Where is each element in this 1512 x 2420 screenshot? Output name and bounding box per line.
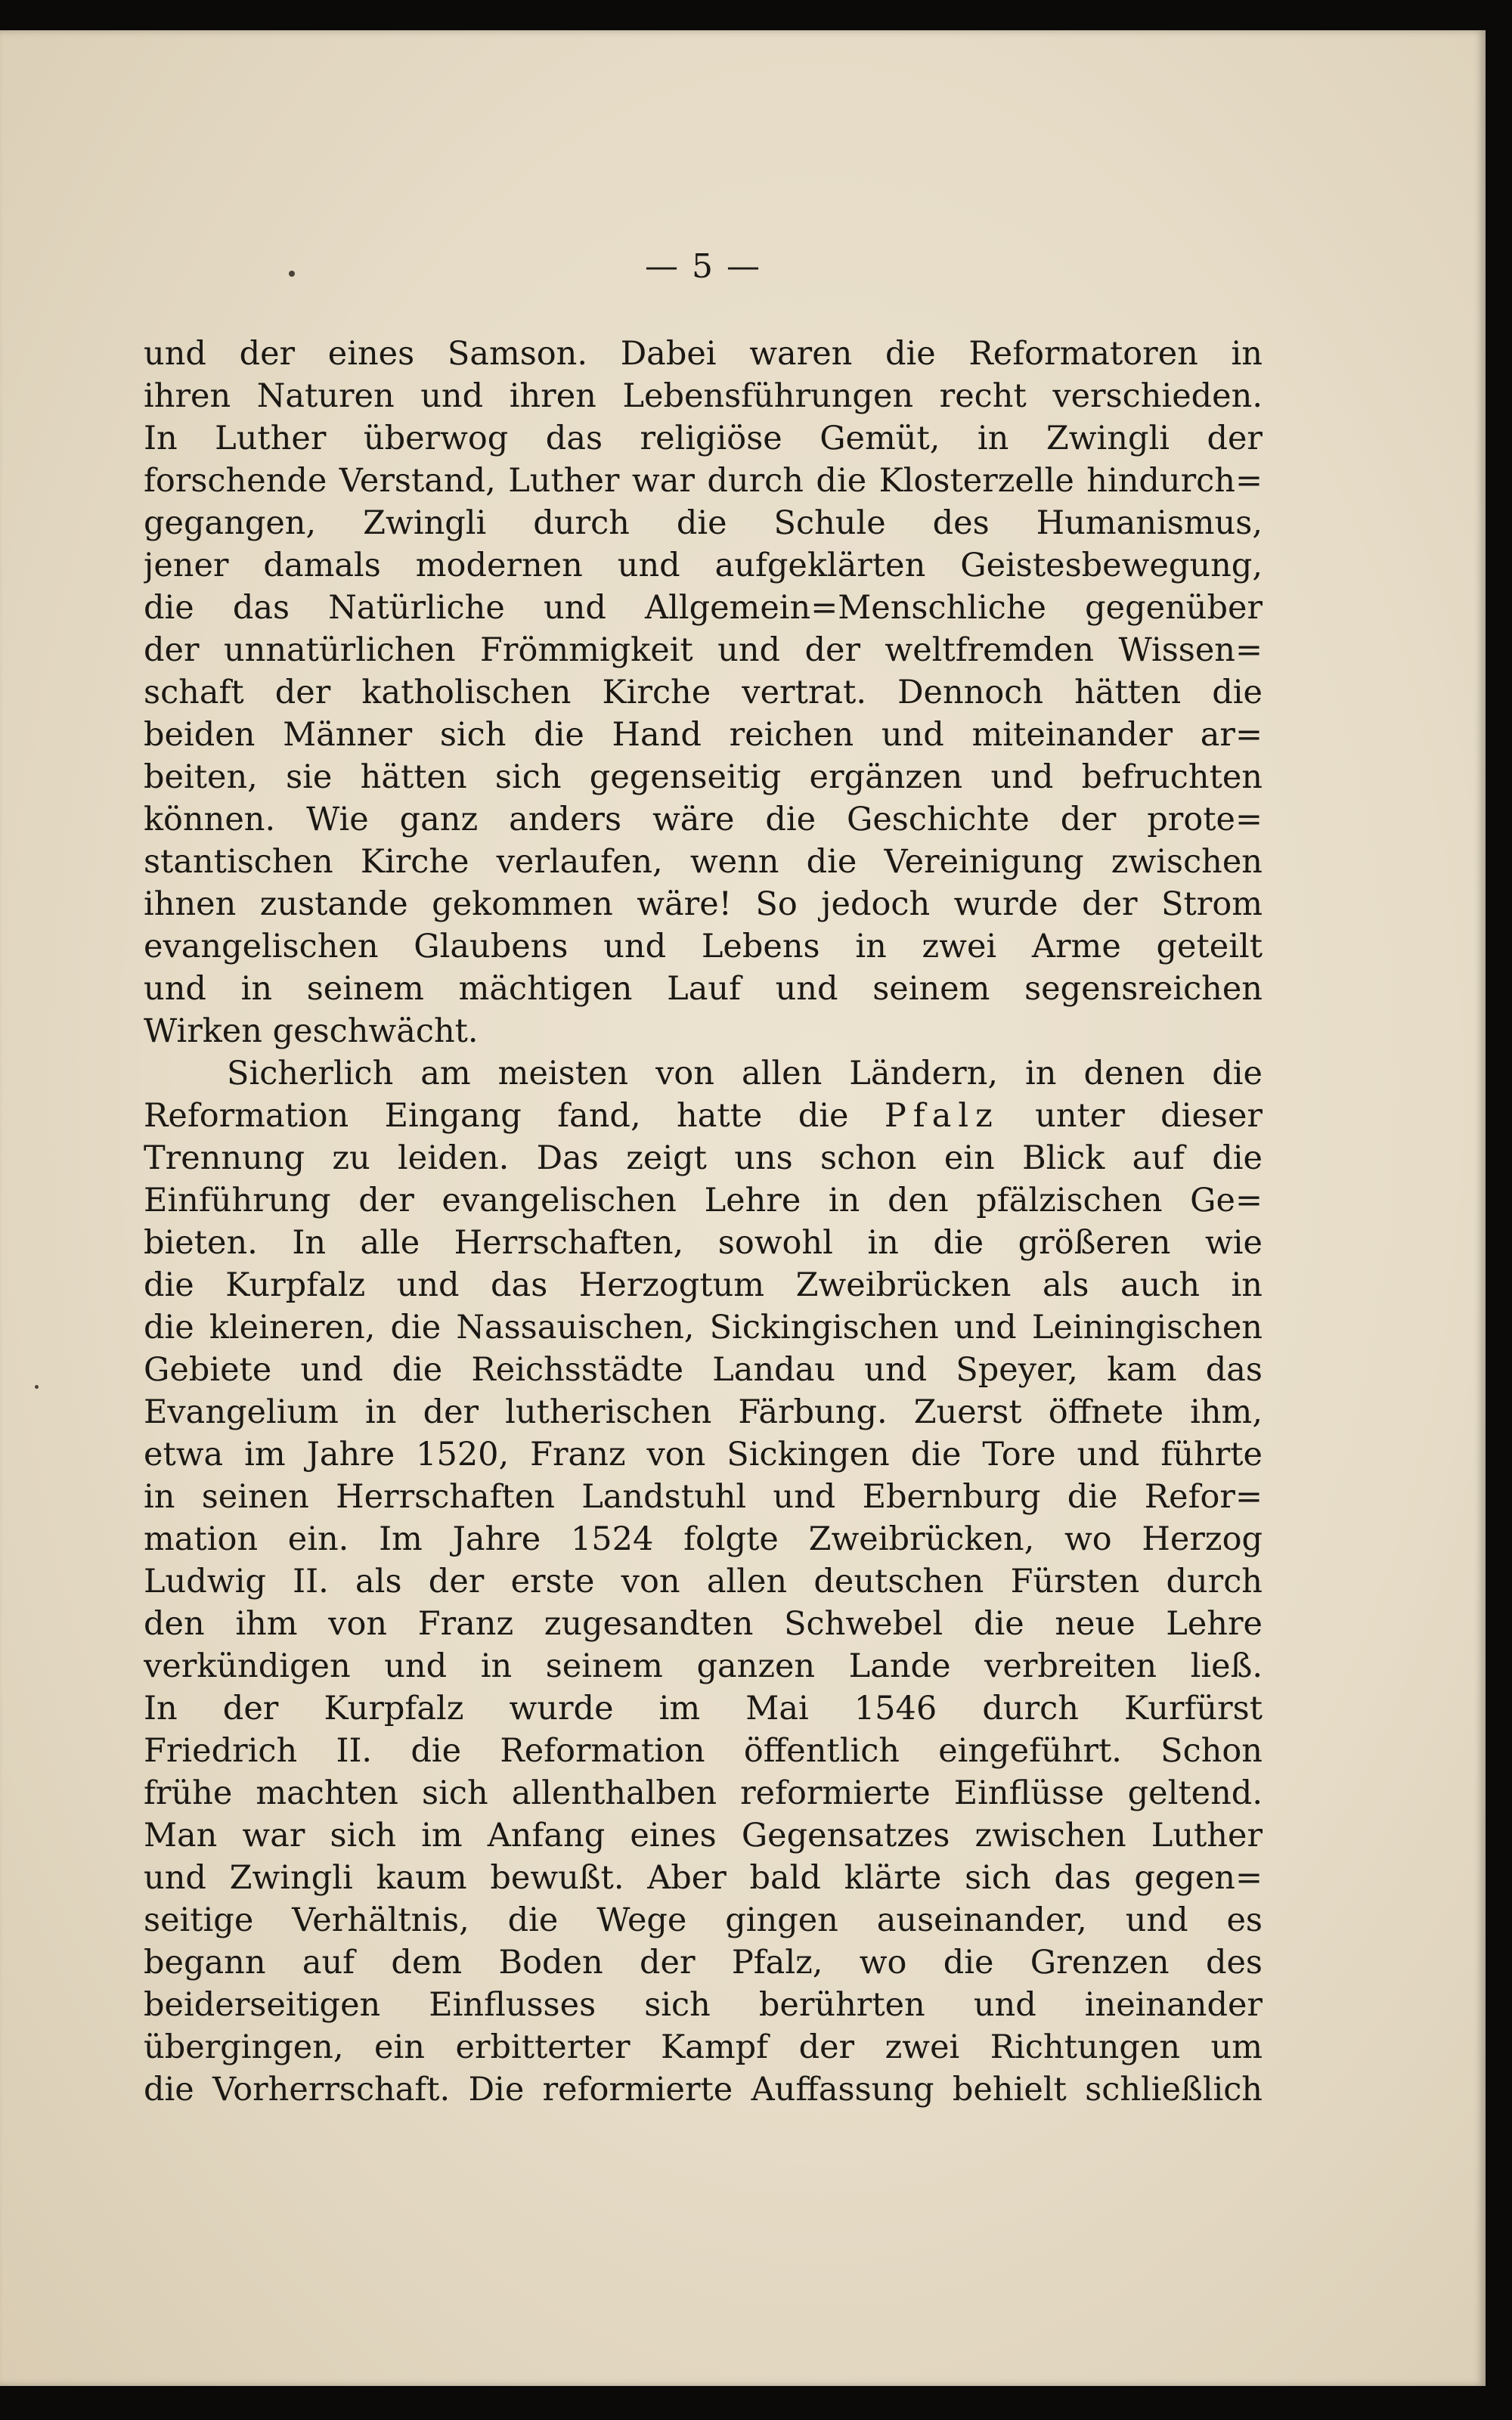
text-line: übergingen, ein erbitterter Kampf der zwei Richtungen um [144, 2028, 1263, 2066]
body-text [144, 333, 1263, 2111]
text-line-with-spaced-word [144, 1095, 1263, 1137]
text-line: und in seinem mächtigen Lauf und seinem segensreichen [144, 970, 1263, 1008]
text-line: und der eines Samson. Dabei waren die Reformatoren in [144, 335, 1263, 373]
text-line: Einführung der evangelischen Lehre in den pfälzischen Ge= [144, 1182, 1263, 1219]
text-line: Man war sich im Anfang eines Gegensatzes zwischen Luther [144, 1817, 1263, 1855]
text-segment: unter dieser [999, 1097, 1263, 1135]
text-line: forschende Verstand, Luther war durch die Klosterzelle hindurch= [144, 462, 1263, 500]
text-line: beiden Männer sich die Hand reichen und miteinander ar= [144, 716, 1263, 754]
text-line: die Kurpfalz und das Herzogtum Zweibrücken als auch in [144, 1266, 1263, 1304]
text-line: evangelischen Glaubens und Lebens in zwei Arme geteilt [144, 928, 1263, 965]
text-line: bieten. In alle Herrschaften, sowohl in die größeren wie [144, 1224, 1263, 1262]
text-segment: Reformation Eingang fand, hatte die [144, 1097, 885, 1135]
text-line: frühe machten sich allenthalben reformierte Einflüsse geltend. [144, 1774, 1263, 1812]
text-line: können. Wie ganz anders wäre die Geschichte der prote= [144, 801, 1263, 838]
ink-speck [35, 1385, 39, 1389]
text-line: seitige Verhältnis, die Wege gingen auseinander, und es [144, 1901, 1263, 1939]
ink-speck [289, 271, 295, 277]
text-line: stantischen Kirche verlaufen, wenn die Vereinigung zwischen [144, 843, 1263, 881]
text-line: ihnen zustande gekommen wäre! So jedoch wurde der Strom [144, 885, 1263, 923]
text-line: Trennung zu leiden. Das zeigt uns schon ein Blick auf die [144, 1139, 1263, 1177]
text-line: Ludwig II. als der erste von allen deutschen Fürsten durch [144, 1563, 1263, 1600]
emphasized-word-pfalz: Pfalz [884, 1097, 999, 1135]
text-line: verkündigen und in seinem ganzen Lande verbreiten ließ. [144, 1647, 1263, 1685]
text-line: beiderseitigen Einflusses sich berührten und ineinander [144, 1986, 1263, 2024]
text-line: der unnatürlichen Frömmigkeit und der weltfremden Wissen= [144, 631, 1263, 669]
text-line: begann auf dem Boden der Pfalz, wo die Grenzen des [144, 1944, 1263, 1982]
text-line: die Vorherrschaft. Die reformierte Auffassung behielt schließlich [144, 2071, 1263, 2109]
text-line: In Luther überwog das religiöse Gemüt, in Zwingli der [144, 420, 1263, 457]
text-line: die kleineren, die Nassauischen, Sickingischen und Leiningischen [144, 1309, 1263, 1346]
text-line: Gebiete und die Reichsstädte Landau und Speyer, kam das [144, 1351, 1263, 1389]
text-line: beiten, sie hätten sich gegenseitig ergänzen und befruchten [144, 758, 1263, 796]
text-line: in seinen Herrschaften Landstuhl und Ebernburg die Refor= [144, 1478, 1263, 1516]
text-line: Evangelium in der lutherischen Färbung. Zuerst öffnete ihm, [144, 1393, 1263, 1431]
text-line: Friedrich II. die Reformation öffentlich eingeführt. Schon [144, 1732, 1263, 1770]
text-line: und Zwingli kaum bewußt. Aber bald klärte sich das gegen= [144, 1859, 1263, 1897]
book-page [0, 30, 1486, 2386]
text-line: gegangen, Zwingli durch die Schule des Humanismus, [144, 504, 1263, 542]
page-number: — 5 — [645, 247, 761, 286]
text-line: den ihm von Franz zugesandten Schwebel die neue Lehre [144, 1605, 1263, 1643]
text-line: etwa im Jahre 1520, Franz von Sickingen die Tore und führte [144, 1436, 1263, 1473]
text-line: die das Natürliche und Allgemein=Menschliche gegenüber [144, 589, 1263, 627]
text-line: Wirken geschwächt. [144, 1012, 479, 1050]
text-line: jener damals modernen und aufgeklärten Geistesbewegung, [144, 547, 1263, 584]
text-line: mation ein. Im Jahre 1524 folgte Zweibrücken, wo Herzog [144, 1520, 1263, 1558]
text-line: schaft der katholischen Kirche vertrat. Dennoch hätten die [144, 674, 1263, 711]
text-line: Sicherlich am meisten von allen Ländern, in denen die [227, 1055, 1263, 1092]
text-line: ihren Naturen und ihren Lebensführungen recht verschieden. [144, 377, 1263, 415]
text-line: In der Kurpfalz wurde im Mai 1546 durch Kurfürst [144, 1690, 1263, 1727]
